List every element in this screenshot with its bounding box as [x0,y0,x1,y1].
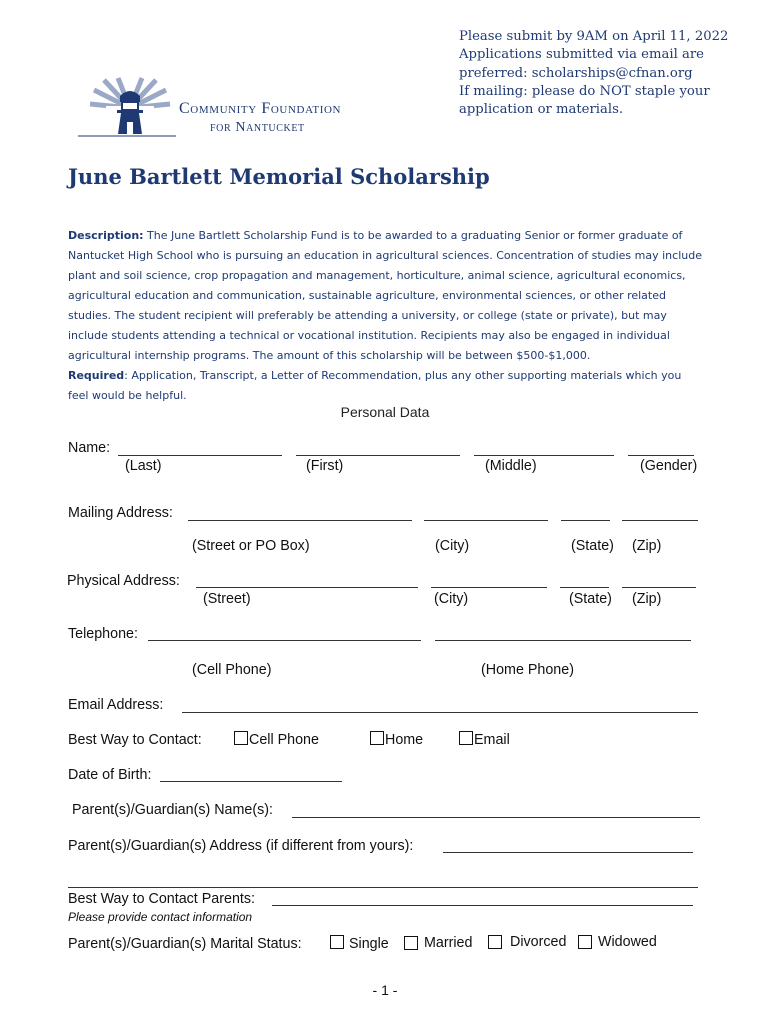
email-option-label: Email [474,732,510,748]
description-label: Description: [68,229,144,242]
email-address-field[interactable] [182,712,698,713]
name-label: Name: [68,440,111,456]
cell-phone-field[interactable] [148,640,421,641]
description-block [68,226,704,406]
notice-line: Please submit by 9AM on April 11, 2022 [459,29,729,44]
notice-line: Applications submitted via email are [459,47,704,63]
guardian-address-label: Parent(s)/Guardian(s) Address (if different from yours): [68,838,414,854]
mailing-city-field[interactable] [424,520,548,521]
mailing-state-field[interactable] [561,520,610,521]
physical-city-caption: (City) [434,591,469,607]
first-name-field[interactable] [296,455,460,456]
middle-name-caption: (Middle) [485,458,537,474]
single-option-label: Single [349,936,389,952]
widowed-checkbox[interactable] [578,935,592,949]
divorced-checkbox[interactable] [488,935,502,949]
marital-status-label: Parent(s)/Guardian(s) Marital Status: [68,936,302,952]
physical-state-field[interactable] [560,587,609,588]
cell-phone-checkbox[interactable] [234,731,248,745]
notice-line: preferred: scholarships@cfnan.org [459,65,693,81]
home-option-label: Home [385,732,424,748]
logo-name-line2: for Nantucket [210,120,305,135]
required-label: Required [68,369,125,382]
mailing-state-caption: (State) [571,538,614,554]
contact-parents-field[interactable] [272,905,693,906]
logo-name-line1: Community Foundation [179,100,342,117]
last-name-caption: (Last) [125,458,162,474]
contact-parents-note: Please provide contact information [68,910,253,924]
home-phone-field[interactable] [435,640,691,641]
first-name-caption: (First) [306,458,344,474]
last-name-field[interactable] [118,455,282,456]
married-option-label: Married [424,935,473,951]
physical-street-caption: (Street) [203,591,251,607]
divorced-option-label: Divorced [510,934,567,950]
contact-method-label: Best Way to Contact: [68,732,202,748]
mailing-street-caption: (Street or PO Box) [192,538,310,554]
mailing-zip-caption: (Zip) [632,538,662,554]
email-checkbox[interactable] [459,731,473,745]
home-checkbox[interactable] [370,731,384,745]
mailing-address-label: Mailing Address: [68,505,173,521]
physical-street-field[interactable] [196,587,418,588]
lighthouse-icon [76,76,176,140]
section-title-personal-data: Personal Data [340,404,430,420]
guardian-names-label: Parent(s)/Guardian(s) Name(s): [72,802,274,818]
mailing-city-caption: (City) [435,538,470,554]
married-checkbox[interactable] [404,936,418,950]
mailing-street-field[interactable] [188,520,412,521]
home-phone-caption: (Home Phone) [481,662,574,678]
guardian-names-field[interactable] [292,817,700,818]
cell-phone-option-label: Cell Phone [249,732,319,748]
description-text: The June Bartlett Scholarship Fund is to be awarded to a graduating Senior or former graduate of Nantucket High School who is pursuing an education in agricultural sciences. Concentration of studies may include plant and soil science, crop propagation and management, horticulture, animal science, agricultural economics, agricultural education and communication, sustainable agriculture, environmental sciences, or other related studies. The student recipient will preferably be attending a university, or college (state or private), but may include students attending a technical or vocational institution. Recipients may also be engaged in individual agricultural internship programs. The amount of this scholarship will be between $500-$1,000. [68,229,702,362]
email-address-label: Email Address: [68,697,164,713]
notice-line: application or materials. [459,102,624,118]
page-title: June Bartlett Memorial Scholarship [68,164,490,189]
widowed-option-label: Widowed [598,934,657,950]
gender-caption: (Gender) [640,458,698,474]
date-of-birth-label: Date of Birth: [68,767,152,783]
contact-parents-label: Best Way to Contact Parents: [68,891,255,907]
guardian-address-field[interactable] [443,852,693,853]
submission-notice [459,28,759,119]
cell-phone-caption: (Cell Phone) [192,662,272,678]
physical-address-label: Physical Address: [67,573,180,589]
physical-state-caption: (State) [569,591,612,607]
physical-city-field[interactable] [431,587,547,588]
physical-zip-caption: (Zip) [632,591,662,607]
single-checkbox[interactable] [330,935,344,949]
notice-line: If mailing: please do NOT staple your [459,83,710,99]
physical-zip-field[interactable] [622,587,696,588]
mailing-zip-field[interactable] [622,520,698,521]
community-foundation-logo [76,76,396,140]
gender-field[interactable] [628,455,694,456]
required-text: : Application, Transcript, a Letter of Recommendation, plus any other supporting materials which you feel would be helpful. [68,369,682,402]
telephone-label: Telephone: [68,626,138,642]
middle-name-field[interactable] [474,455,614,456]
page-number: - 1 - [372,982,398,998]
guardian-address-field-line2[interactable] [68,887,698,888]
date-of-birth-field[interactable] [160,781,342,782]
